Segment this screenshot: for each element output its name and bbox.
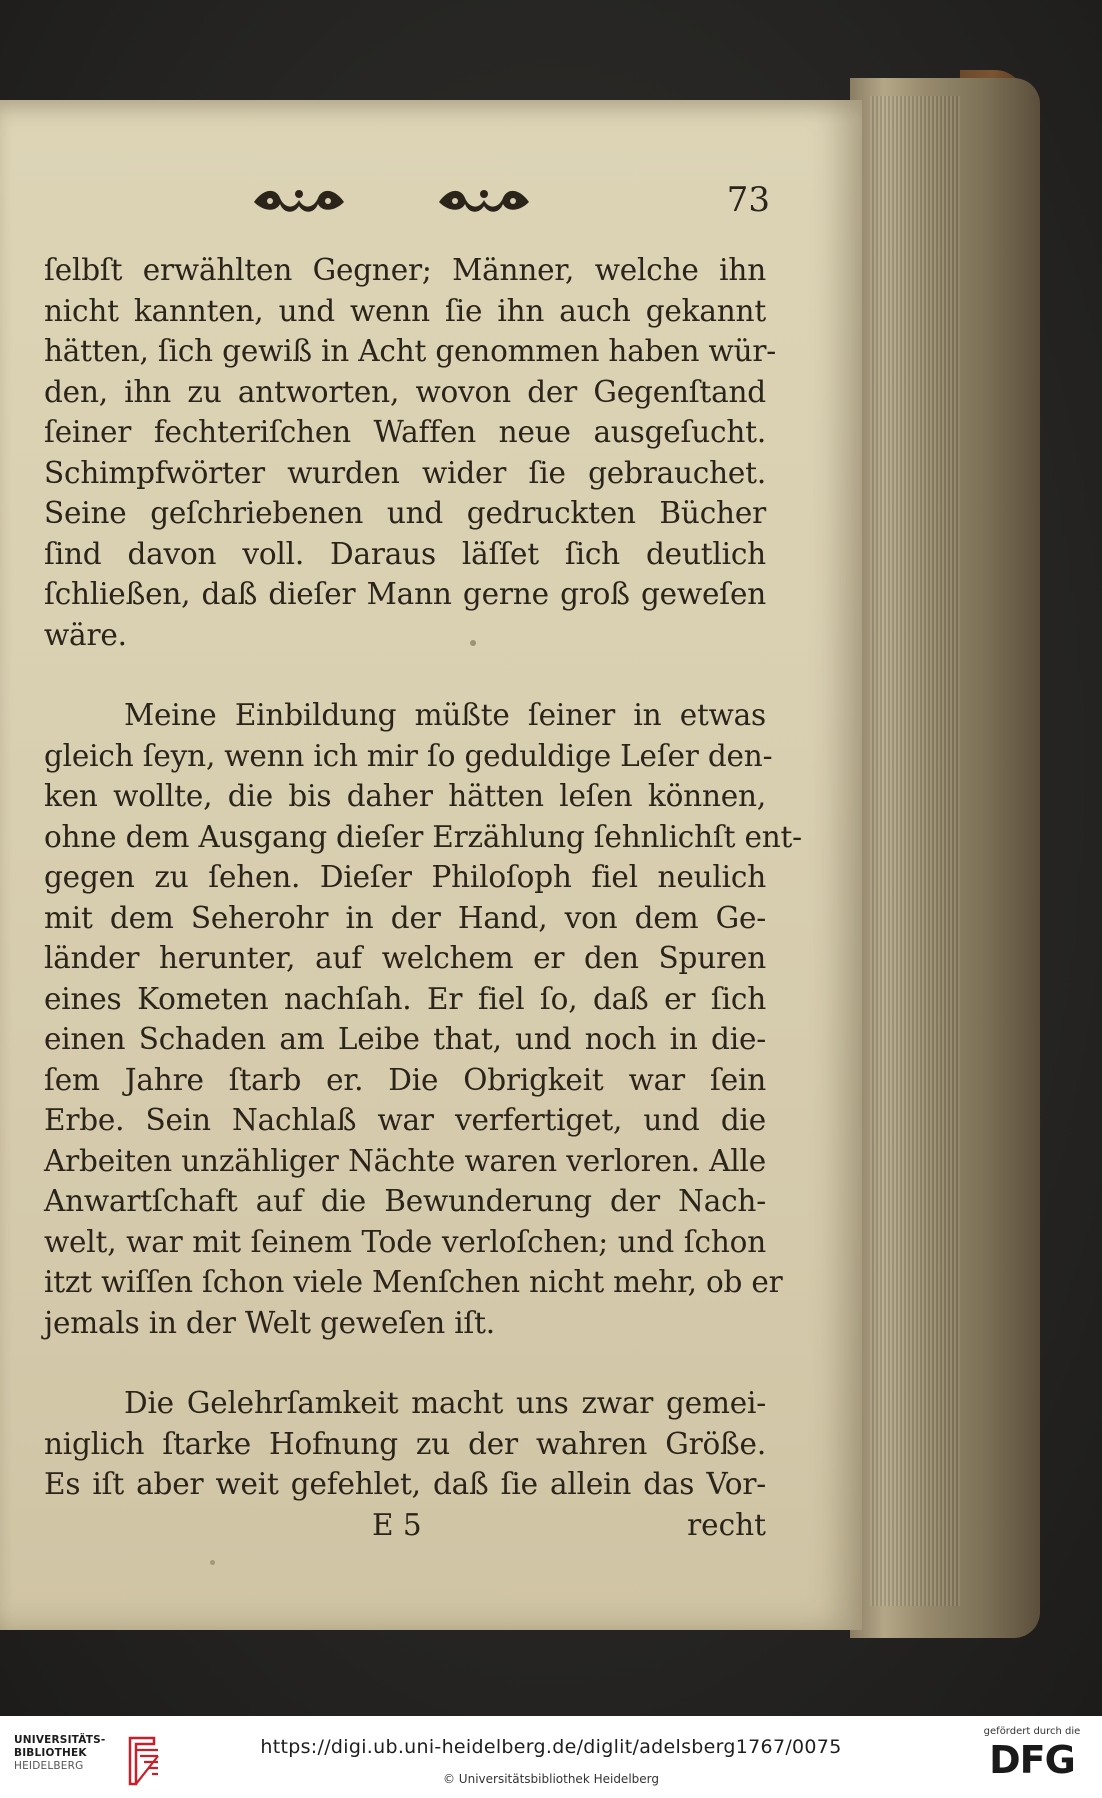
page-footer-line <box>44 1505 766 1546</box>
body-text <box>44 250 802 1545</box>
text-line: eines Kometen nachſah. Er fiel ſo, daß er ſich <box>44 981 766 1016</box>
paragraph <box>44 250 777 655</box>
text-line: den, ihn zu antworten, wovon der Gegenſtand <box>44 374 766 409</box>
paragraph <box>44 1383 766 1505</box>
text-line: niglich ſtarke Hofnung zu der wahren Größe. <box>44 1426 766 1461</box>
text-line: ſeiner fechteriſchen Waffen neue ausgeſucht. <box>44 415 766 449</box>
text-line: gegen zu ſehen. Dieſer Philoſoph fiel neulich <box>44 860 766 894</box>
page-edge-texture <box>870 96 960 1606</box>
text-line: Arbeiten unzähliger Nächte waren verloren. Alle <box>44 1143 766 1178</box>
text-line: Die Gelehrſamkeit macht uns zwar gemei- <box>124 1386 766 1420</box>
text-line: welt, war mit ſeinem Tode verloſchen; und ſchon <box>44 1224 766 1259</box>
digitization-footer <box>0 1716 1102 1798</box>
text-line: ken wollte, die bis daher hätten leſen können, <box>44 779 766 813</box>
signature-mark: E 5 <box>372 1507 422 1542</box>
text-line: mit dem Seherohr in der Hand, von dem Ge- <box>44 900 766 935</box>
page-number: 73 <box>726 180 770 220</box>
text-line: gleich ſeyn, wenn ich mir ſo geduldige Leſer den- <box>44 738 773 773</box>
text-line: Meine Einbildung müßte ſeiner in etwas <box>124 698 766 732</box>
text-line: Es iſt aber weit gefehlet, daß ſie allein das Vor- <box>44 1467 766 1501</box>
text-line: Schimpfwörter wurden wider ſie gebrauchet. <box>44 455 766 490</box>
text-line: Seine geſchriebenen und gedruckten Bücher <box>44 496 766 530</box>
funder-logo[interactable] <box>976 1726 1088 1790</box>
permalink-url[interactable]: https://digi.ub.uni-heidelberg.de/diglit/adelsberg1767/0075 <box>260 1736 842 1758</box>
paper-spot <box>210 1560 215 1565</box>
text-line: nicht kannten, und wenn ſie ihn auch gekannt <box>44 293 766 328</box>
paragraph <box>44 695 802 1343</box>
text-line: wäre. <box>44 617 127 652</box>
dfg-logo-text: DFG <box>989 1738 1075 1782</box>
text-line: ohne dem Ausgang dieſer Erzählung ſehnlichſt ent- <box>44 819 802 854</box>
text-line: einen Schaden am Leibe that, und noch in die- <box>44 1022 766 1056</box>
text-line: länder herunter, auf welchem er den Spuren <box>44 941 766 975</box>
page-header <box>250 180 770 224</box>
ornament-icon <box>250 184 348 216</box>
text-line: ſelbſt erwählten Gegner; Männer, welche ihn <box>44 253 766 287</box>
catchword: recht <box>687 1507 766 1542</box>
text-line: itzt wiſſen ſchon viele Menſchen nicht mehr, ob er <box>44 1265 783 1299</box>
ornament-icon <box>435 184 533 216</box>
funder-label: gefördert durch die <box>983 1726 1081 1737</box>
text-line: Erbe. Sein Nachlaß war verfertiget, und die <box>44 1103 766 1137</box>
copyright-notice: © Universitätsbibliothek Heidelberg <box>442 1772 659 1786</box>
text-line: Anwartſchaft auf die Bewunderung der Nach- <box>44 1184 766 1218</box>
text-line: jemals in der Welt geweſen iſt. <box>44 1305 495 1340</box>
text-line: ſem Jahre ſtarb er. Die Obrigkeit war ſein <box>44 1062 766 1097</box>
text-line: ſchließen, daß dieſer Mann gerne groß geweſen <box>44 577 766 611</box>
text-line: ſind davon voll. Daraus läſſet ſich deutlich <box>44 536 766 571</box>
library-logo-text: UNIVERSITÄTS- BIBLIOTHEK HEIDELBERG <box>14 1734 106 1772</box>
book-page <box>0 100 862 1630</box>
text-line: hätten, ſich gewiß in Acht genommen haben wür- <box>44 334 777 368</box>
